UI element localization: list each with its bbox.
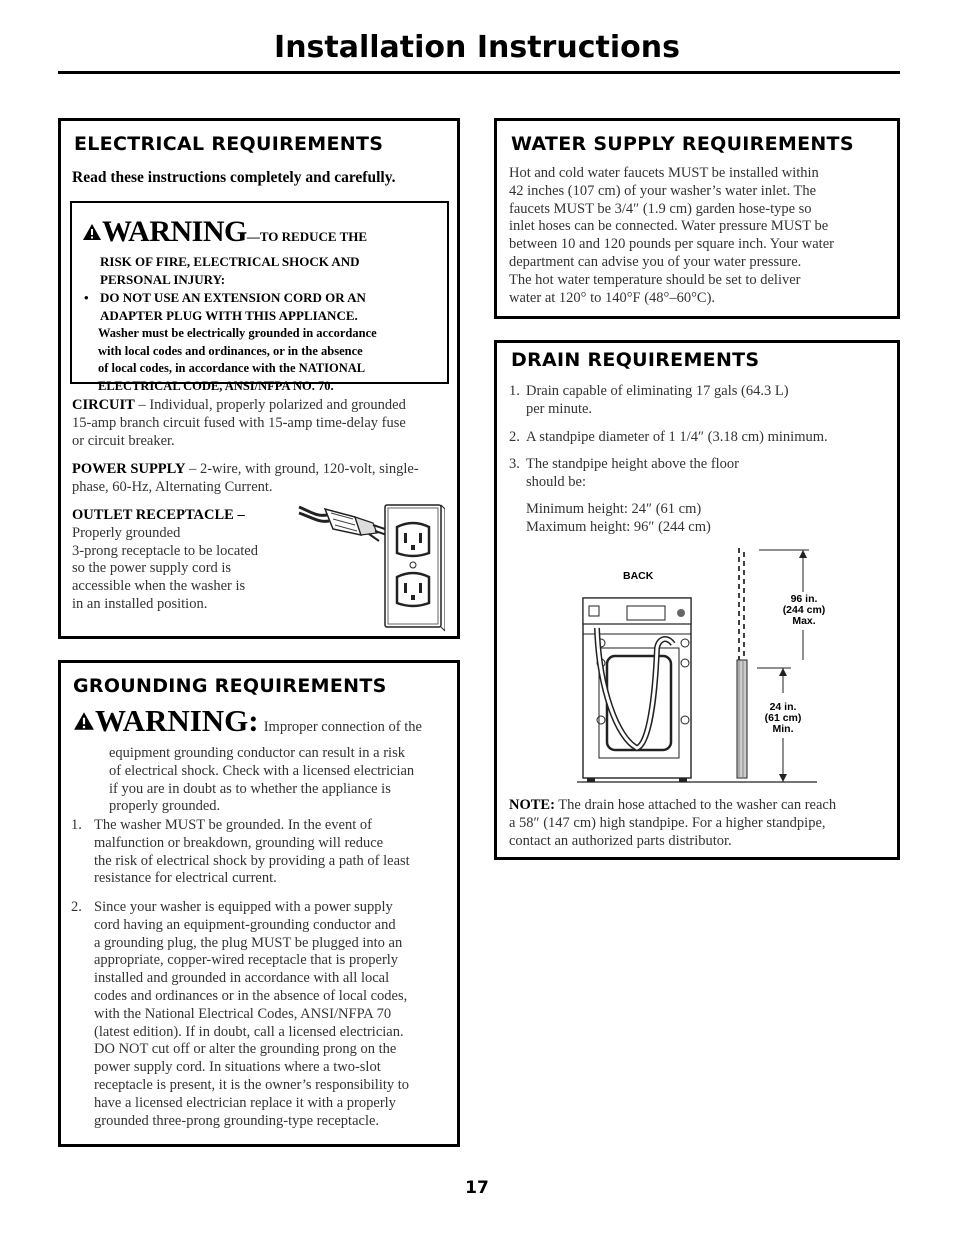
minimum-height: Minimum height: 24″ (61 cm) <box>526 501 702 517</box>
washer-standpipe-illustration <box>577 548 837 788</box>
standpipe-diagram <box>577 548 837 788</box>
drain-height-range <box>526 501 711 537</box>
water-supply-requirements-section <box>494 118 900 319</box>
grounding-requirements-section: GROUNDING REQUIREMENTS WARNING: Improper connection of the equipment grounding conductor can result in a risk of electrical shock. Check with a licensed electrician if you are in doubt as to whether the appliance is properly grounded. 1. The washer MUST be grounded. In the event of malfunction or breakdown, grounding will reduce the risk of electrical shock by providing a path of least resistance for electrical current. 2. Since your washer is equipped with a power supply cord having an equipment-grounding conductor and a grounding plug, the plug MUST be plugged into an appropriate, copper-wired receptacle that is properly installed and grounded in accordance with all local codes and ordinances or in the absence of local codes, with the National Electrical Codes, ANSI/NFPA 70 (latest edition). If in doubt, call a licensed electrician. DO NOT cut off or alter the grounding prong on the power supply cord. In situations where a two-slot receptacle is present, it is the owner’s responsibility to have a licensed electrician replace it with a properly grounded three-prong grounding-type receptacle. <box>58 660 460 1147</box>
maximum-height: Maximum height: 96″ (244 cm) <box>526 518 711 535</box>
warning-triangle-icon <box>82 223 102 241</box>
electrical-intro: Read these instructions completely and carefully. <box>72 169 396 186</box>
drain-requirements-section: DRAIN REQUIREMENTS 1. Drain capable of eliminating 17 gals (64.3 L) per minute. 2. A standpipe diameter of 1 1/4″ (3.18 cm) minimum. 3. The standpipe height above the floor should be: Minimum height: 24″ (61 cm) Maximum height: 96″ (244 cm) BACK 96 in. (244 cm) Max. 24 in. (61 cm) Min. NOTE: The drain hose attached to the washer can reach a 58″ (147 cm) high standpipe. For a higher standpipe, contact an authorized parts distributor. <box>494 340 900 860</box>
water-text: Hot and cold water faucets MUST be installed within 42 inches (107 cm) of your washer’s water inlet. The faucets MUST be 3/4″ (1.9 cm) garden hose-type so inlet hoses can be connected. Water pressure MUST be between 10 and 120 pounds per square inch. Your water department can advise you of your water pressure. The hot water temperature should be set to deliver water at 120° to 140°F (48°–60°C). <box>509 165 834 306</box>
warning-dash-text: —TO REDUCE THE <box>246 229 368 244</box>
grounding-warning-text: equipment grounding conductor can result in a risk of electrical shock. Check with a licensed electrician if you are in doubt as to whether the appliance is properly grounded. <box>109 745 415 815</box>
drain-note: NOTE: The drain hose attached to the washer can reach a 58″ (147 cm) high standpipe. For a higher standpipe, contact an authorized parts distributor. <box>509 797 837 849</box>
electrical-warning-heading <box>82 215 367 249</box>
warning-bullet: • DO NOT USE AN EXTENSION CORD OR AN ADAPTER PLUG WITH THIS APPLIANCE. <box>84 290 366 323</box>
grounding-warning-first-line: Improper connection of the <box>263 719 422 735</box>
back-label: BACK <box>623 570 654 582</box>
power-supply-paragraph: POWER SUPPLY – 2-wire, with ground, 120-volt, single- phase, 60-Hz, Alternating Current. <box>72 461 419 495</box>
grounding-heading: GROUNDING REQUIREMENTS <box>73 675 387 697</box>
electrical-requirements-section <box>58 118 460 639</box>
title-rule <box>58 71 900 74</box>
grounded-outlet-plug-illustration <box>297 495 445 635</box>
page-number: 17 <box>465 1178 489 1198</box>
water-heading: WATER SUPPLY REQUIREMENTS <box>511 133 854 155</box>
grounding-warning-word: WARNING: <box>95 703 259 738</box>
warning-triangle-icon <box>73 711 95 731</box>
page-title: Installation Instructions <box>274 30 680 65</box>
outlet-paragraph: OUTLET RECEPTACLE – Properly grounded 3-prong receptacle to be located so the power supply cord is accessible when the washer is in an installed position. <box>72 507 258 612</box>
drain-heading: DRAIN REQUIREMENTS <box>511 349 760 371</box>
electrical-warning-box <box>70 201 449 393</box>
warning-grounding-note: Washer must be electrically grounded in accordance with local codes and ordinances, or in the absence of local codes, in accordance with the NATIONAL ELECTRICAL CODE, ANSI/NFPA NO. 70. <box>98 326 377 393</box>
max-height-label: 96 in. (244 cm) Max. <box>782 593 826 627</box>
grounding-warning-heading <box>73 703 422 739</box>
warning-word: WARNING <box>102 215 247 248</box>
warning-risk-text: RISK OF FIRE, ELECTRICAL SHOCK AND PERSONAL INJURY: <box>100 254 360 287</box>
electrical-heading: ELECTRICAL REQUIREMENTS <box>74 133 384 155</box>
min-height-label: 24 in. (61 cm) Min. <box>764 701 802 735</box>
circuit-paragraph: CIRCUIT – Individual, properly polarized and grounded 15-amp branch circuit fused with 15-amp time-delay fuse or circuit breaker. <box>72 397 406 449</box>
